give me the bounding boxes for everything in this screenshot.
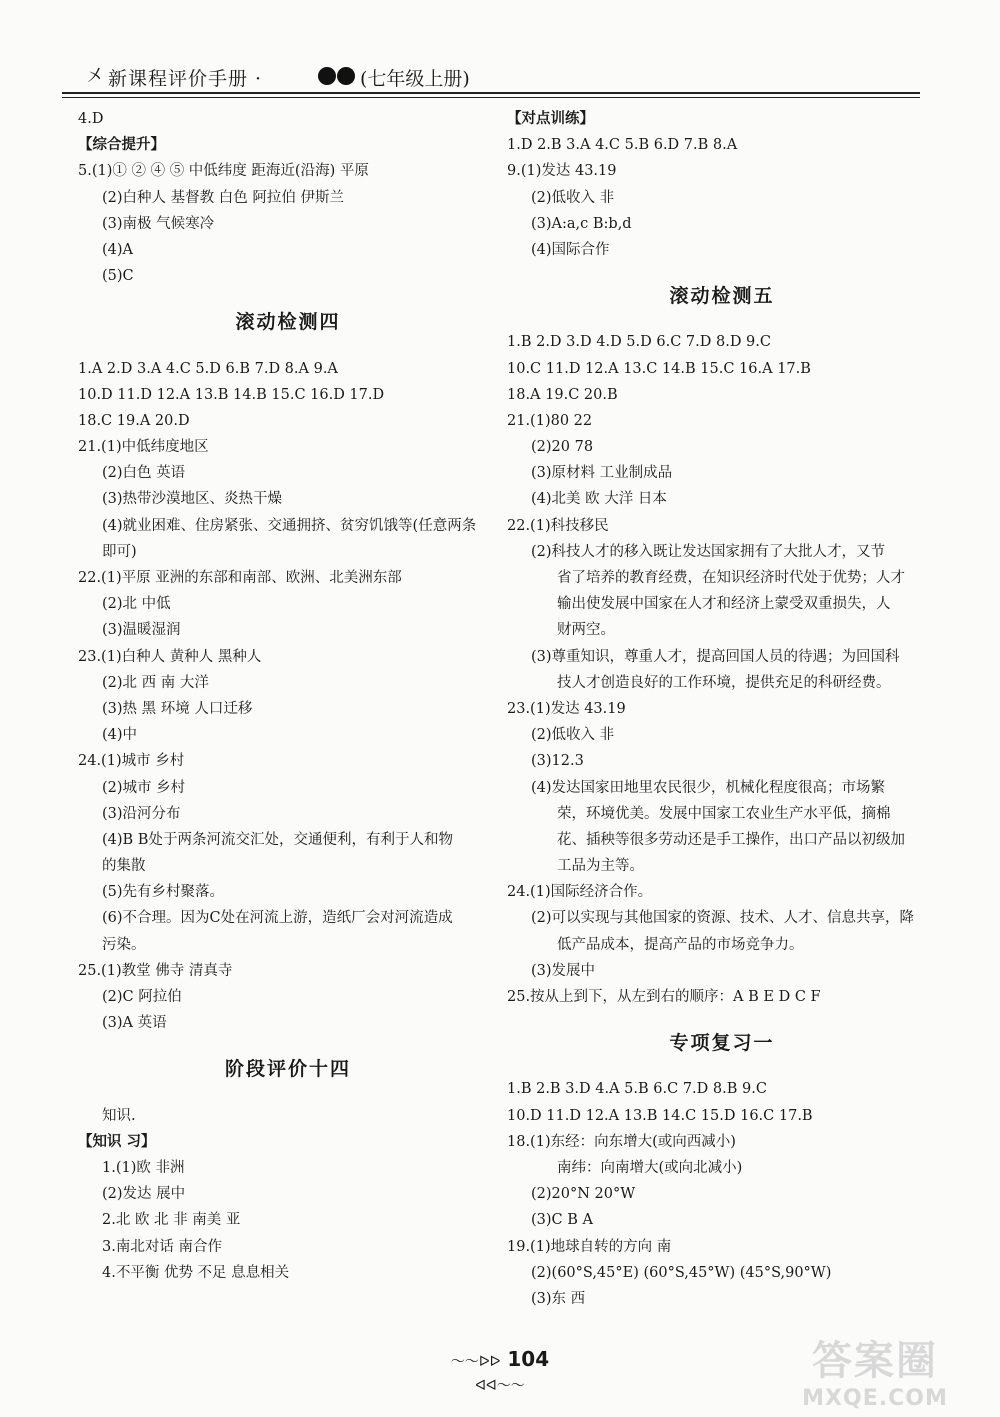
- answer-line: 10.D 11.D 12.A 13.B 14.B 15.C 16.D 17.D: [78, 386, 385, 403]
- page-header: [62, 58, 920, 94]
- spacer: [507, 309, 937, 329]
- spacer: [78, 336, 498, 356]
- answer-line: (2)城市 乡村: [102, 779, 186, 796]
- spacer: [78, 1036, 498, 1056]
- answer-line: 1.B 2.D 3.D 4.D 5.D 6.C 7.D 8.D 9.C: [507, 334, 771, 351]
- answer-line: 知识.: [102, 1107, 136, 1124]
- section-title: 阶段评价十四: [224, 1058, 351, 1081]
- header-dots-icon: [318, 67, 356, 89]
- answer-line: 24.(1)国际经济合作。: [507, 884, 653, 901]
- answer-line: 技人才创造良好的工作环境，提供充足的科研经费。: [557, 674, 891, 691]
- watermark: [780, 1329, 970, 1411]
- answer-line: (3)南极 气候寒冷: [102, 215, 215, 232]
- answer-line: (3)原材料 工业制成品: [531, 465, 673, 482]
- spacer: [78, 1083, 498, 1103]
- spacer: [78, 289, 498, 309]
- answer-line: 3.南北对话 南合作: [102, 1238, 222, 1255]
- answer-line: 花、插秧等很多劳动还是手工操作，出口产品以初级加: [557, 831, 905, 848]
- answer-line: 输出使发展中国家在人才和经济上蒙受双重损失，人: [557, 596, 891, 613]
- page-number-footer: [440, 1347, 560, 1395]
- answer-line: 5.(1)① ② ④ ⑤ 中低纬度 距海近(沿海) 平原: [78, 163, 369, 180]
- section-title: 滚动检测五: [669, 285, 775, 308]
- section-title: 滚动检测四: [235, 311, 341, 334]
- answer-line: (4)中: [102, 727, 138, 744]
- answer-line: (3)东 西: [531, 1290, 586, 1307]
- answer-line: 4.不平衡 优势 不足 息息相关: [102, 1264, 290, 1281]
- answer-line: 10.C 11.D 12.A 13.C 14.B 15.C 16.A 17.B: [507, 360, 811, 377]
- answer-line: (3)发展中: [531, 962, 596, 979]
- answer-line: (4)国际合作: [531, 241, 610, 258]
- answer-line: 1.B 2.B 3.D 4.A 5.B 6.C 7.D 8.B 9.C: [507, 1081, 767, 1098]
- answer-line: (3)热 黑 环境 人口迁移: [102, 700, 253, 717]
- answer-line: 1.(1)欧 非洲: [102, 1159, 185, 1176]
- spacer: [507, 1056, 937, 1076]
- answer-line: 9.(1)发达 43.19: [507, 163, 617, 180]
- answer-line: 【对点训练】: [507, 110, 594, 127]
- answer-line: (3)沿河分布: [102, 805, 181, 822]
- watermark-text: 答案圈: [812, 1338, 938, 1384]
- left-column: [78, 106, 498, 1286]
- answer-line: (4)北美 欧 大洋 日本: [531, 491, 667, 508]
- watermark-url: MXQE.COM: [802, 1386, 948, 1411]
- section-title: 专项复习一: [669, 1032, 775, 1055]
- answer-line: 23.(1)白种人 黄种人 黑种人: [78, 648, 262, 665]
- answer-line: 低产品成本，提高产品的市场竞争力。: [557, 936, 804, 953]
- answer-line: 21.(1)中低纬度地区: [78, 439, 209, 456]
- answer-line: (2)低收入 非: [531, 189, 615, 206]
- answer-line: 21.(1)80 22: [507, 412, 593, 429]
- answer-line: 18.A 19.C 20.B: [507, 386, 618, 403]
- answer-line: 污染。: [102, 936, 146, 953]
- answer-line: (2)科技人才的移入既让发达国家拥有了大批人才，又节: [531, 543, 886, 560]
- answer-line: 的集散: [102, 858, 146, 875]
- answer-line: (4)就业困难、住房紧张、交通拥挤、贫穷饥饿等(任意两条: [102, 517, 477, 534]
- header-title: 新课程评价手册 ·: [108, 68, 263, 90]
- answer-line: 省了培养的教育经费，在知识经济时代处于优势；人才: [557, 570, 905, 586]
- right-column: [507, 106, 937, 1312]
- answer-line: 荣，环境优美。发展中国家工农业生产水平低，摘棉: [557, 805, 891, 822]
- answer-line: (2)白种人 基督教 白色 阿拉伯 伊斯兰: [102, 189, 344, 206]
- header-grade: (七年级上册): [360, 68, 470, 90]
- answer-line: (2)北 中低: [102, 596, 171, 613]
- answer-line: 南纬：向南增大(或向北减小): [557, 1159, 743, 1176]
- page-number: 104: [507, 1347, 550, 1371]
- answer-line: (3)A:a,c B:b,d: [531, 215, 632, 232]
- answer-line: 25.(1)教堂 佛寺 清真寺: [78, 962, 233, 979]
- spacer: [507, 1010, 937, 1030]
- answer-line: (5)先有乡村聚落。: [102, 884, 225, 901]
- answer-line: (3)C B A: [531, 1212, 593, 1229]
- answer-line: (5)C: [102, 268, 134, 285]
- answer-line: 19.(1)地球自转的方向 南: [507, 1238, 672, 1255]
- answer-line: 1.A 2.D 3.A 4.C 5.D 6.B 7.D 8.A 9.A: [78, 360, 338, 377]
- answer-line: 10.D 11.D 12.A 13.B 14.C 15.D 16.C 17.B: [507, 1107, 813, 1124]
- answer-line: (6)不合理。因为C处在河流上游，造纸厂会对河流造成: [102, 910, 453, 927]
- answer-line: 22.(1)平原 亚洲的东部和南部、欧洲、北美洲东部: [78, 570, 402, 586]
- answer-line: (3)温暖湿润: [102, 622, 181, 639]
- footer-ornament-left: ～～ᐅᐅ: [450, 1354, 501, 1370]
- answer-line: 工品为主等。: [557, 858, 644, 875]
- answer-line: (3)尊重知识，尊重人才，提高回国人员的待遇；为回国科: [531, 648, 900, 665]
- answer-line: 即可): [102, 543, 137, 560]
- answer-line: 18.(1)东经：向东增大(或向西减小): [507, 1133, 736, 1150]
- answer-line: 22.(1)科技移民: [507, 517, 609, 534]
- answer-line: (2)北 西 南 大洋: [102, 674, 209, 691]
- answer-line: (2)发达 展中: [102, 1186, 186, 1203]
- answer-line: 【综合提升】: [78, 136, 165, 154]
- answer-line: (2)可以实现与其他国家的资源、技术、人才、信息共享，降: [531, 910, 915, 927]
- answer-line: (2)白色 英语: [102, 465, 186, 482]
- footer-ornament-right: ᐊᐊ～～: [475, 1378, 525, 1394]
- answer-line: (3)A 英语: [102, 1015, 167, 1032]
- answer-line: (2)20 78: [531, 439, 594, 456]
- answer-line: (2)(60°S,45°E) (60°S,45°W) (45°S,90°W): [531, 1264, 832, 1281]
- answer-line: (3)12.3: [531, 753, 584, 770]
- answer-line: 23.(1)发达 43.19: [507, 700, 626, 717]
- answer-line: 4.D: [78, 111, 104, 127]
- header-logo-icon: 㐅: [86, 66, 104, 87]
- answer-line: 25.按从上到下，从左到右的顺序：A B E D C F: [507, 989, 821, 1005]
- answer-line: 24.(1)城市 乡村: [78, 753, 185, 770]
- answer-line: (4)B B处于两条河流交汇处，交通便利，有利于人和物: [102, 831, 453, 848]
- answer-line: 2.北 欧 北 非 南美 亚: [102, 1212, 241, 1229]
- answer-line: 1.D 2.B 3.A 4.C 5.B 6.D 7.B 8.A: [507, 137, 738, 154]
- answer-line: (2)C 阿拉伯: [102, 989, 182, 1005]
- answer-line: 财两空。: [557, 622, 615, 639]
- answer-line: (3)热带沙漠地区、炎热干燥: [102, 491, 283, 508]
- answer-line: 18.C 19.A 20.D: [78, 412, 190, 429]
- answer-line: (2)20°N 20°W: [531, 1186, 636, 1203]
- answer-line: (2)低收入 非: [531, 727, 615, 744]
- answer-line: 【知识 习】: [78, 1132, 156, 1150]
- answer-line: (4)发达国家田地里农民很少，机械化程度很高；市场繁: [531, 779, 886, 796]
- spacer: [507, 263, 937, 283]
- answer-line: (4)A: [102, 241, 134, 258]
